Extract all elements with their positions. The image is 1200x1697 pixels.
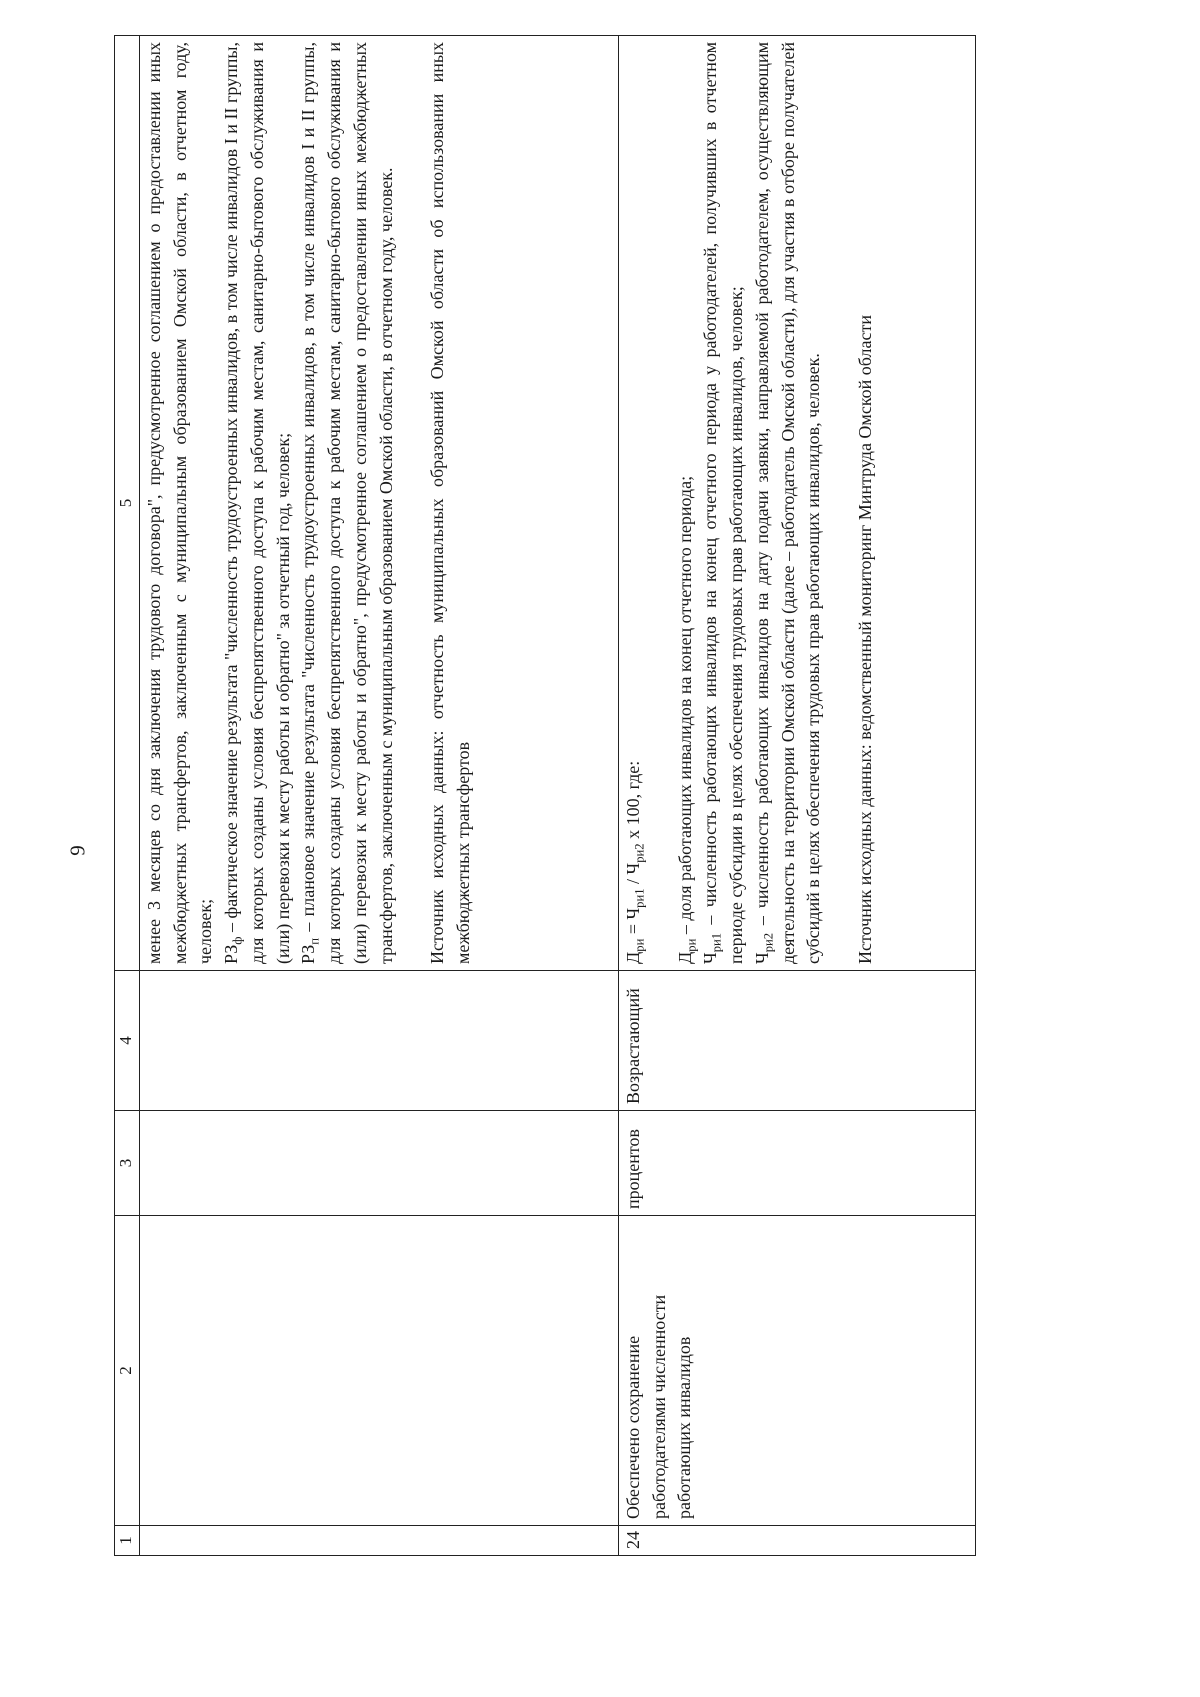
rotated-table-container [114,36,1114,1556]
table-row-continuation [140,36,619,1556]
indicators-table [114,35,976,1556]
rz-fact-text: – фактическое значение результата "численность трудоустроенных инвалидов, в том числе инвалидов I и II группы, для которых созданы условия беспрепятственного доступа к рабочим местам, санитарно-бытового обслуживания и (или) перевозки к месту работы и обратно" за отчетный год, человек; [221,42,293,964]
header-cell-1: 1 [115,1526,140,1556]
page-number: 9 [65,845,90,856]
cell-name: Обеспечено сохранение работодателями численности работающих инвалидов [619,1216,976,1526]
cell-unit: процентов [619,1111,976,1216]
cell-unit [140,1111,619,1216]
method-paragraph-1: менее 3 месяцев со дня заключения трудового договора", предусмотренное соглашением о предоставлении иных межбюджетных трансфертов, заключенным с муниципальным образованием Омской области, в отчетном году, человек; [144,42,216,964]
method-paragraph-2 [219,42,296,964]
rz-fact-subscript: ф [230,936,245,945]
header-cell-3: 3 [115,1111,140,1216]
rz-plan-subscript: п [308,938,322,945]
data-source: Источник исходных данных: отчетность муниципальных образований Омской области об использовании иных межбюджетных трансфертов [427,42,474,964]
rz-plan-symbol: РЗ [298,944,319,964]
header-row [115,36,140,1556]
cell-number: 24 [619,1526,976,1556]
cell-name [140,1216,619,1526]
header-cell-5: 5 [115,36,140,971]
cell-method [619,36,976,971]
header-cell-2: 2 [115,1216,140,1526]
definition-ch2: $Ч_{ри2}$ – численность работающих инвалидов на дату подачи заявки, направляемой работодателем, осуществляющим деятельность на территории Омской области (далее – работодатель Омской области), для участия в отборе получателей субсидий в целях обеспечения трудовых прав работающих инвалидов, человек. [751,42,824,964]
method-paragraph-3 [296,42,399,964]
data-source: Источник исходных данных: ведомственный мониторинг Минтруда Омской области [855,315,876,964]
table-row-24 [619,36,976,1556]
rz-fact-symbol: РЗ [221,944,242,964]
definition-ch1: $Ч_{ри1}$ – численность работающих инвалидов на конец отчетного периода у работодателей, получивших в отчетном периоде субсидии в целях обеспечения трудовых прав работающих инвалидов, человек; [700,42,747,964]
header-cell-4: 4 [115,971,140,1111]
cell-trend: Возрастающий [619,971,976,1111]
cell-trend [140,971,619,1111]
cell-number [140,1526,619,1556]
formula: $Д_{ри} = Ч_{ри1} / Ч_{ри2}$ x 100, где: [623,760,647,964]
definition-d: $Д_{ри}$ – доля работающих инвалидов на конец отчетного периода; [674,475,699,964]
cell-method [140,36,619,971]
rz-plan-text: – плановое значение результата "численность трудоустроенных инвалидов, в том числе инвалидов I и II группы, для которых созданы условия беспрепятственного доступа к рабочим местам, санитарно-бытового обслуживания и (или) перевозки к месту работы и обратно", предусмотренное соглашением о предоставлении иных межбюджетных трансфертов, заключенным с муниципальным образованием Омской области, в отчетном году, человек. [298,42,396,964]
